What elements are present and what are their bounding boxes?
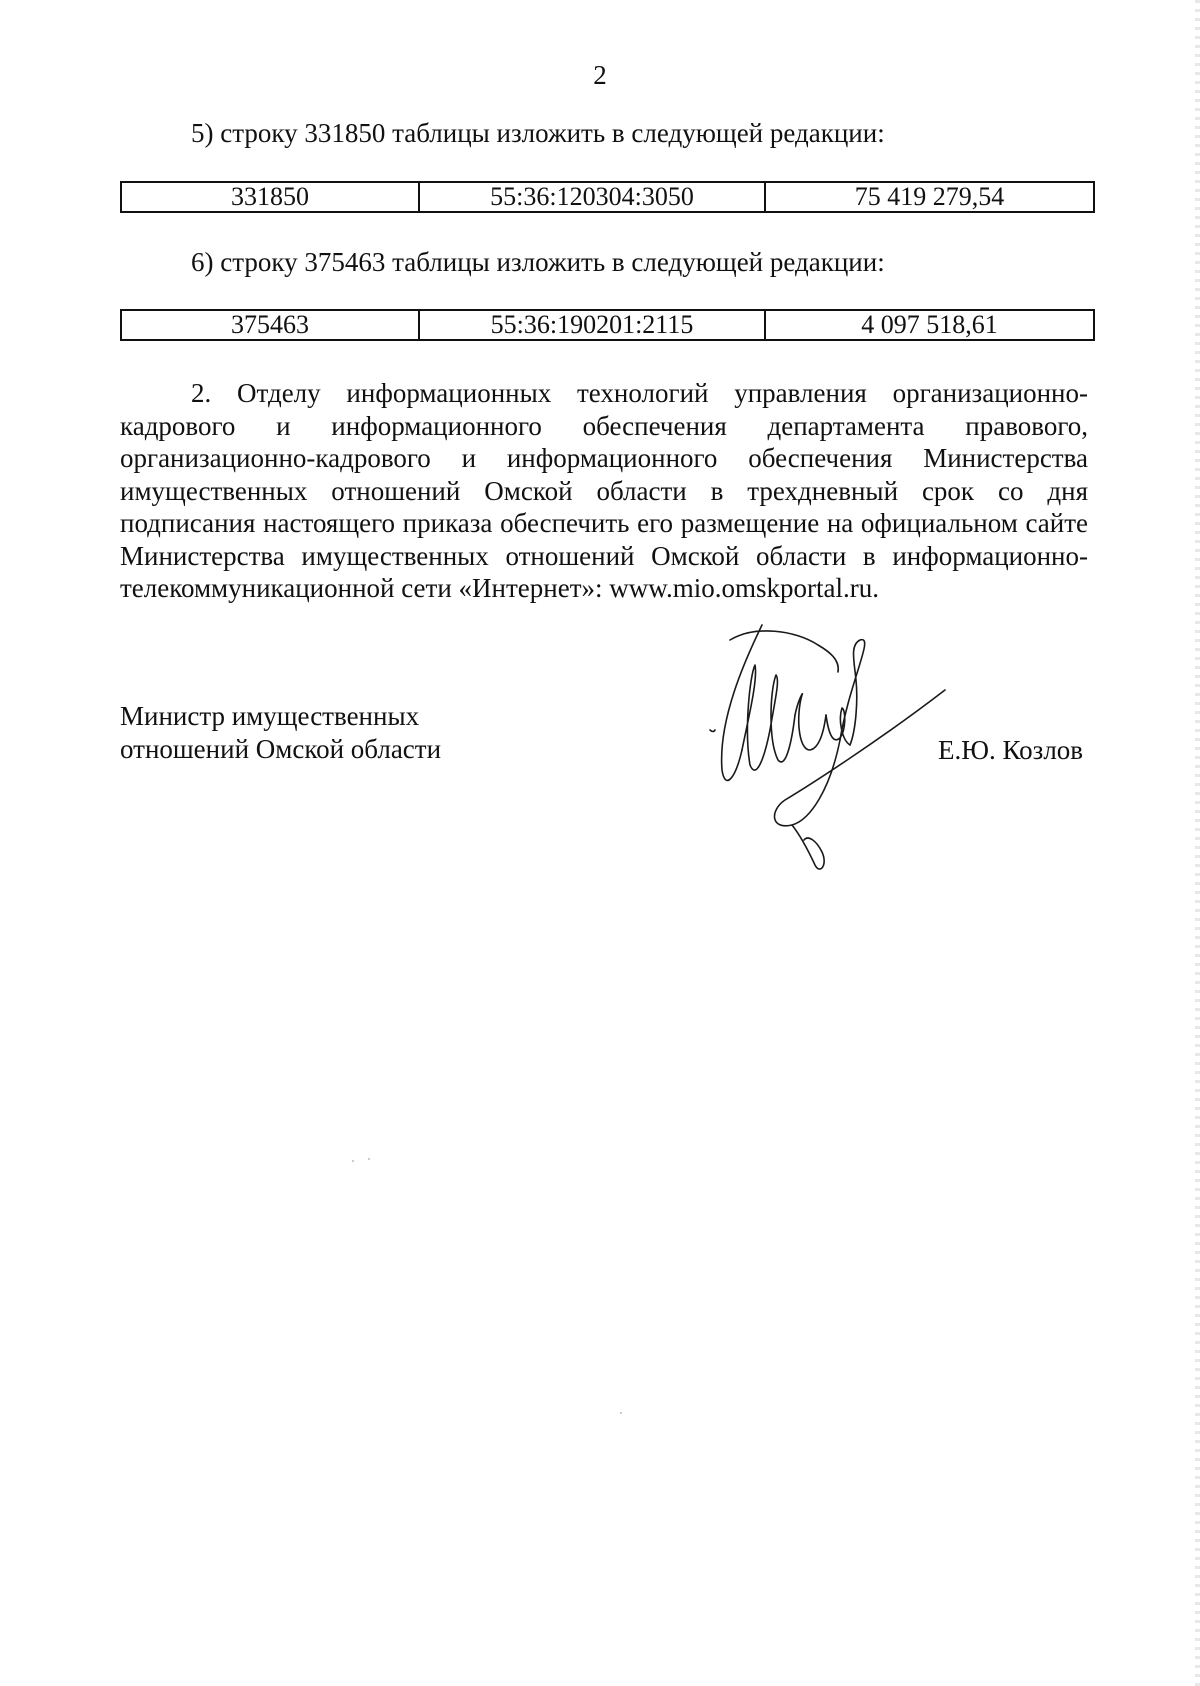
position-line-1: Министр имущественных bbox=[120, 701, 420, 731]
table-row bbox=[121, 182, 1094, 212]
table-row bbox=[121, 310, 1094, 340]
amendment-5-intro: 5) строку 331850 таблицы изложить в следующей редакции: bbox=[191, 118, 885, 148]
scan-edge-artifact bbox=[1195, 0, 1200, 1686]
publication-paragraph: 2. Отделу информационных технологий управления организационно-кадрового и информационного обеспечения департамента правового, организационно-кадрового и информационного обеспечения Министерства имущественных отношений Омской области в трехдневный срок со дня подписания настоящего приказа обеспечить его размещение на официальном сайте Министерства имущественных отношений Омской области в информационно-телекоммуникационной сети «Интернет»: www.mio.omskportal.ru. bbox=[120, 378, 1088, 603]
scan-speck bbox=[620, 1412, 622, 1414]
page-number: 2 bbox=[593, 60, 607, 90]
cadastral-number-cell: 55:36:190201:2115 bbox=[419, 310, 765, 340]
scan-speck bbox=[368, 1158, 370, 1160]
row-number-cell: 375463 bbox=[121, 310, 419, 340]
cadastral-number-cell: 55:36:120304:3050 bbox=[419, 182, 765, 212]
scan-speck bbox=[352, 1160, 354, 1162]
value-cell: 4 097 518,61 bbox=[765, 310, 1094, 340]
row-number-cell: 331850 bbox=[121, 182, 419, 212]
handwritten-signature bbox=[700, 620, 950, 880]
amendment-6-table bbox=[120, 309, 1095, 341]
value-cell: 75 419 279,54 bbox=[765, 182, 1094, 212]
position-line-2: отношений Омской области bbox=[120, 734, 442, 764]
amendment-5-table bbox=[120, 181, 1095, 213]
signer-name: Е.Ю. Козлов bbox=[938, 735, 1084, 765]
signatory-position bbox=[120, 700, 441, 766]
amendment-6-intro: 6) строку 375463 таблицы изложить в следующей редакции: bbox=[191, 247, 885, 277]
